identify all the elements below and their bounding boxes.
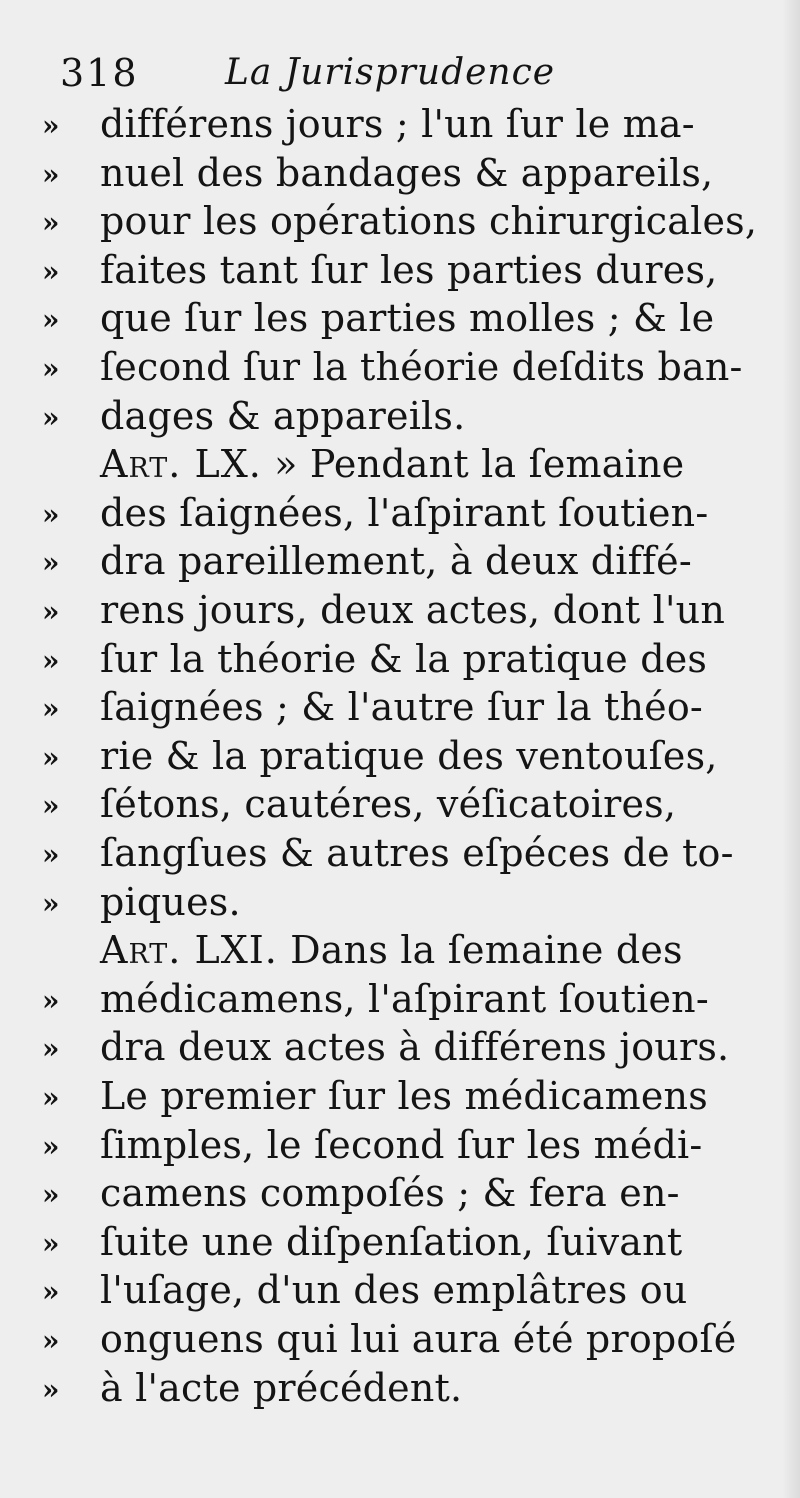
text-line (42, 1362, 722, 1414)
line-text-rest: Dans la ſemaine des (277, 928, 683, 973)
text-line (42, 244, 722, 296)
quote-mark: » (42, 1129, 60, 1163)
text-line (42, 730, 722, 782)
quote-mark: » (42, 1032, 60, 1066)
text-line (42, 341, 743, 393)
line-text: l'uſage, d'un des emplâtres ou (100, 1268, 688, 1313)
line-text: ſaignées ; & l'autre ſur la théo- (100, 685, 703, 730)
line-text (100, 924, 683, 976)
text-line (42, 438, 722, 490)
text-line (42, 1216, 722, 1268)
quote-mark: » (42, 789, 60, 823)
quote-mark: » (42, 400, 60, 434)
article-heading: Art. LX. (100, 442, 262, 487)
quote-mark: » (42, 692, 60, 726)
quote-mark: » (42, 595, 60, 628)
article-heading: Art. LXI. (100, 928, 278, 973)
quote-mark: » (42, 1226, 60, 1260)
text-line (42, 487, 722, 539)
page-number: 318 (60, 51, 139, 95)
quote-mark: » (42, 303, 60, 337)
text-line (42, 195, 758, 247)
text-line (42, 1021, 730, 1073)
text-line (42, 1313, 737, 1365)
text-line (42, 1264, 722, 1316)
quote-mark: » (42, 254, 60, 288)
text-line (42, 1167, 722, 1219)
line-text: différens jours ; l'un ſur le ma- (100, 102, 695, 146)
quote-mark: » (42, 352, 60, 385)
quote-mark: » (42, 1178, 60, 1212)
quote-mark: » (42, 546, 60, 580)
text-line (42, 827, 734, 879)
quote-mark: » (42, 1081, 60, 1114)
line-text (100, 438, 684, 490)
line-text: dages & appareils. (100, 393, 466, 438)
line-text: ſur la théorie & la pratique des (100, 636, 708, 681)
line-text: dra pareillement, à deux diffé- (100, 539, 692, 584)
text-line (42, 390, 722, 442)
line-text: camens compoſés ; & fera en- (100, 1171, 680, 1216)
line-text: dra deux actes à différens jours. (100, 1025, 730, 1070)
line-text: ſétons, cautéres, véſicatoires, (100, 782, 677, 827)
text-line (42, 973, 722, 1025)
page-header (60, 48, 700, 98)
line-text: Le premier ſur les médicamens (100, 1074, 708, 1118)
quote-mark: » (42, 1324, 60, 1357)
text-line (42, 147, 722, 199)
line-text: ſimples, le ſecond ſur les médi- (100, 1122, 703, 1167)
line-text: à l'acte précédent. (100, 1365, 463, 1410)
line-text: ſangſues & autres eſpéces de to- (100, 831, 734, 875)
text-line (42, 1070, 722, 1122)
quote-mark: » (42, 740, 60, 774)
text-line (42, 535, 722, 587)
line-text: rens jours, deux actes, dont l'un (100, 588, 725, 632)
line-text: onguens qui lui aura été propoſé (100, 1317, 737, 1361)
text-line (42, 584, 725, 636)
text-line (42, 876, 722, 928)
line-text: médicamens, l'aſpirant ſoutien- (100, 976, 709, 1021)
text-line (42, 292, 722, 344)
quote-mark: » (42, 1372, 60, 1406)
quote-mark: » (42, 838, 60, 871)
text-line (42, 1119, 722, 1171)
quote-mark: » (42, 886, 60, 920)
line-text: rie & la pratique des ventouſes, (100, 733, 718, 778)
text-line (42, 778, 722, 830)
quote-mark: » (42, 109, 60, 142)
quote-mark: » (42, 643, 60, 677)
line-text: que ſur les parties molles ; & le (100, 296, 715, 341)
line-text: nuel des bandages & appareils, (100, 150, 714, 195)
line-text: faites tant ſur les parties dures, (100, 247, 718, 292)
line-text-rest: » Pendant la ſemaine (261, 442, 685, 487)
line-text: des ſaignées, l'aſpirant ſoutien- (100, 490, 709, 535)
line-text: pour les opérations chirurgicales, (100, 199, 758, 244)
line-text: ſecond ſur la théorie deſdits ban- (100, 345, 743, 389)
quote-mark: » (42, 1275, 60, 1309)
text-line (42, 633, 722, 685)
line-text: ſuite une diſpenſation, ſuivant (100, 1219, 683, 1264)
text-line (42, 98, 722, 150)
line-text: piques. (100, 879, 241, 924)
quote-mark: » (42, 206, 60, 240)
text-line (42, 681, 722, 733)
text-line (42, 924, 722, 976)
quote-mark: » (42, 157, 60, 191)
quote-mark: » (42, 983, 60, 1017)
quote-mark: » (42, 497, 60, 531)
running-head: La Jurisprudence (225, 52, 556, 93)
